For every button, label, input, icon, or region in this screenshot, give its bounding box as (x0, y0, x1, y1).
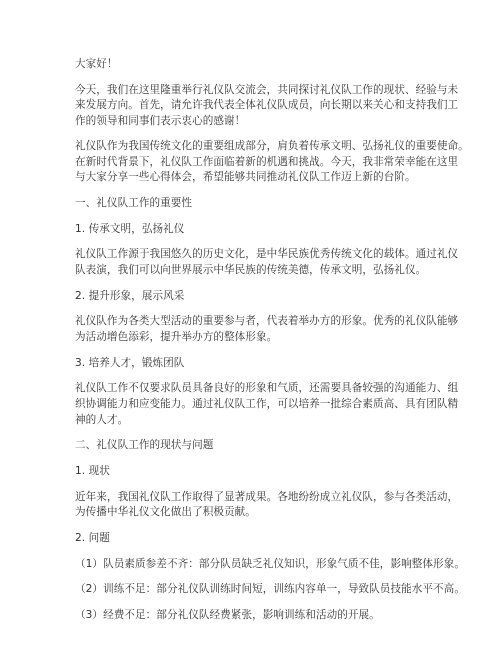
section1-item1-text-1: 礼仪队工作源于我国悠久的历史文化，是中华民族优秀传统文化的载体。通过礼仪 (75, 248, 459, 260)
section1-item2-text-2: 为活动增色添彩，提升举办方的整体形象。 (75, 331, 278, 343)
greeting: 大家好！ (75, 58, 118, 70)
section2-heading: 二、礼仪队工作的现状与问题 (75, 439, 214, 451)
background-line-1: 礼仪队作为我国传统文化的重要组成部分，肩负着传承文明、弘扬礼仪的重要使命。 (75, 140, 469, 152)
problem-item-1: （1）队员素质参差不齐：部分队员缺乏礼仪知识，形象气质不佳，影响整体形象。 (75, 558, 465, 570)
section1-item3-title: 3. 培养人才，锻炼团队 (75, 357, 185, 369)
section1-item2-title: 2. 提升形象，展示风采 (75, 290, 185, 302)
problem-item-2: （2）训练不足：部分礼仪队训练时间短，训练内容单一，导致队员技能水平不高。 (75, 583, 465, 595)
background-line-2: 在新时代背景下，礼仪队工作面临着新的机遇和挑战。今天，我非常荣幸能在这里 (75, 156, 459, 168)
section1-item2-text-1: 礼仪队作为各类大型活动的重要参与者，代表着举办方的形象。优秀的礼仪队能够 (75, 315, 459, 327)
section2-item1-title: 1. 现状 (75, 465, 110, 477)
intro-line-3: 作的领导和同事们表示衷心的感谢！ (75, 115, 246, 127)
background-line-3: 与大家分享一些心得体会，希望能够共同推动礼仪队工作迈上新的台阶。 (75, 171, 416, 183)
problem-item-3: （3）经费不足：部分礼仪队经费紧张，影响训练和活动的开展。 (75, 609, 380, 621)
section1-heading: 一、礼仪队工作的重要性 (75, 197, 193, 209)
section2-item1-text-1: 近年来，我国礼仪队工作取得了显著成果。各地纷纷成立礼仪队，参与各类活动， (75, 491, 459, 503)
section1-item1-title: 1. 传承文明，弘扬礼仪 (75, 223, 185, 235)
intro-line-2: 来发展方向。首先，请允许我代表全体礼仪队成员，向长期以来关心和支持我们工 (75, 99, 459, 111)
section1-item3-text-1: 礼仪队工作不仅要求队员具备良好的形象和气质，还需要具备较强的沟通能力、组 (75, 382, 459, 394)
section1-item1-text-2: 队表演，我们可以向世界展示中华民族的传统美德，传承文明，弘扬礼仪。 (75, 264, 427, 276)
section2-item2-title: 2. 问题 (75, 532, 110, 544)
section1-item3-text-2: 织协调能力和应变能力。通过礼仪队工作，可以培养一批综合素质高、具有团队精 (75, 398, 459, 410)
section2-item1-text-2: 为传播中华礼仪文化做出了积极贡献。 (75, 506, 256, 518)
intro-line-1: 今天，我们在这里隆重举行礼仪队交流会，共同探讨礼仪队工作的现状、经验与未 (75, 84, 459, 96)
section1-item3-text-3: 神的人才。 (75, 414, 129, 426)
